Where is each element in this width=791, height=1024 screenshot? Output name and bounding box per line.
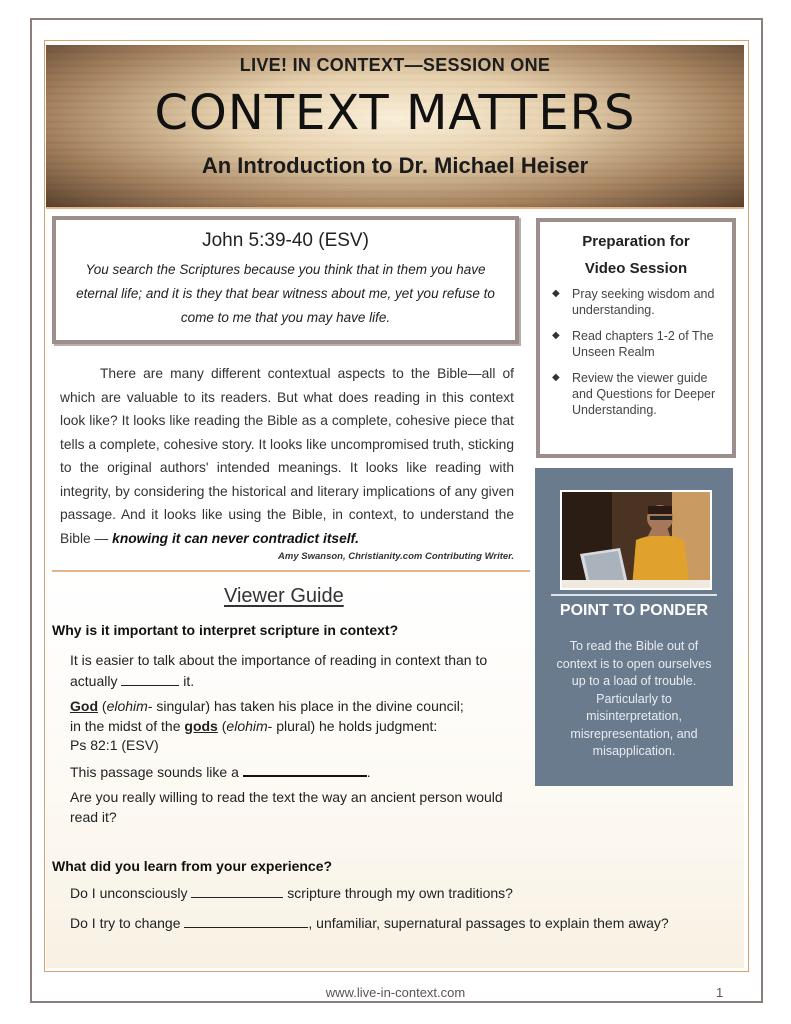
preparation-list	[540, 286, 732, 418]
page-title: CONTEXT MATTERS	[154, 85, 636, 141]
diamond-bullet-icon: ◆	[552, 372, 560, 383]
point-to-ponder-text: To read the Bible out of context is to open ourselves up to a load of trouble. Particularly to misinterpretation, misrepresentation, and misapplication.	[556, 639, 712, 758]
guide-paragraph-2: God (elohim- singular) has taken his place in the divine council; in the midst of the gods (elohim- plural) he holds judgment: Ps 82:1 (ESV)	[70, 698, 464, 753]
session-label: LIVE! IN CONTEXT—SESSION ONE	[239, 55, 551, 75]
list-item: ◆ Review the viewer guide and Questions for Deeper Understanding.	[552, 371, 716, 417]
guide-paragraph-5: Do I unconsciously scripture through my own traditions?	[70, 885, 513, 901]
guide-paragraph-4: Are you really willing to read the text the way an ancient person would read it?	[70, 789, 503, 825]
fill-in-blank[interactable]	[243, 761, 367, 777]
fill-in-blank[interactable]	[184, 913, 308, 928]
article-text: There are many different contextual aspects to the Bible—all of which are valuable to its readers. But what does reading in this context look like? It looks like reading the Bible as a complete, cohesive piece that tells a complete, cohesive story. It looks like uncompromised truth, sticking to the original authors' intended meanings. It looks like reading with integrity, by considering the historical and literary implications of any given passage. And it looks like using the Bible, in context, to understand the Bible —	[60, 366, 514, 546]
diamond-bullet-icon: ◆	[552, 288, 560, 299]
scripture-reference: John 5:39-40 (ESV)	[202, 230, 369, 251]
viewer-guide-title: Viewer Guide	[224, 585, 344, 607]
point-to-ponder-heading: POINT TO PONDER	[551, 594, 717, 620]
page-number: 1	[716, 985, 724, 1000]
preparation-title: Preparation for Video Session	[582, 233, 690, 277]
footer-url[interactable]: www.live-in-context.com	[325, 985, 466, 1000]
list-item: ◆ Pray seeking wisdom and understanding.	[552, 287, 715, 317]
person-reading-photo	[560, 490, 712, 590]
guide-paragraph-6: Do I try to change , unfamiliar, supernatural passages to explain them away?	[70, 915, 669, 931]
preparation-box	[536, 218, 736, 458]
fill-in-blank[interactable]	[191, 883, 283, 898]
guide-paragraph-3: This passage sounds like a .	[70, 761, 530, 783]
point-to-ponder-box	[535, 468, 733, 786]
fill-in-blank[interactable]	[121, 671, 179, 686]
section-divider	[52, 570, 530, 572]
question-context: Why is it important to interpret scripture in context?	[52, 622, 399, 638]
scripture-verse: You search the Scriptures because you think that in them you have eternal life; and it is they that bear witness about me, yet you refuse to come to me that you may have life.	[76, 262, 495, 325]
article-emphasis: knowing it can never contradict itself.	[112, 530, 360, 546]
page-subtitle: An Introduction to Dr. Michael Heiser	[201, 153, 589, 178]
diamond-bullet-icon: ◆	[552, 330, 560, 341]
person-laptop-icon	[562, 492, 710, 588]
question-experience: What did you learn from your experience?	[52, 858, 333, 874]
guide-paragraph-1: It is easier to talk about the importance of reading in context than to actually it.	[70, 652, 488, 689]
header-banner	[46, 45, 744, 209]
scripture-box	[52, 216, 519, 344]
list-item: ◆ Read chapters 1-2 of The Unseen Realm	[552, 329, 714, 359]
article-citation: Amy Swanson, Christianity.com Contributing Writer.	[278, 551, 514, 562]
intro-article	[60, 362, 514, 550]
